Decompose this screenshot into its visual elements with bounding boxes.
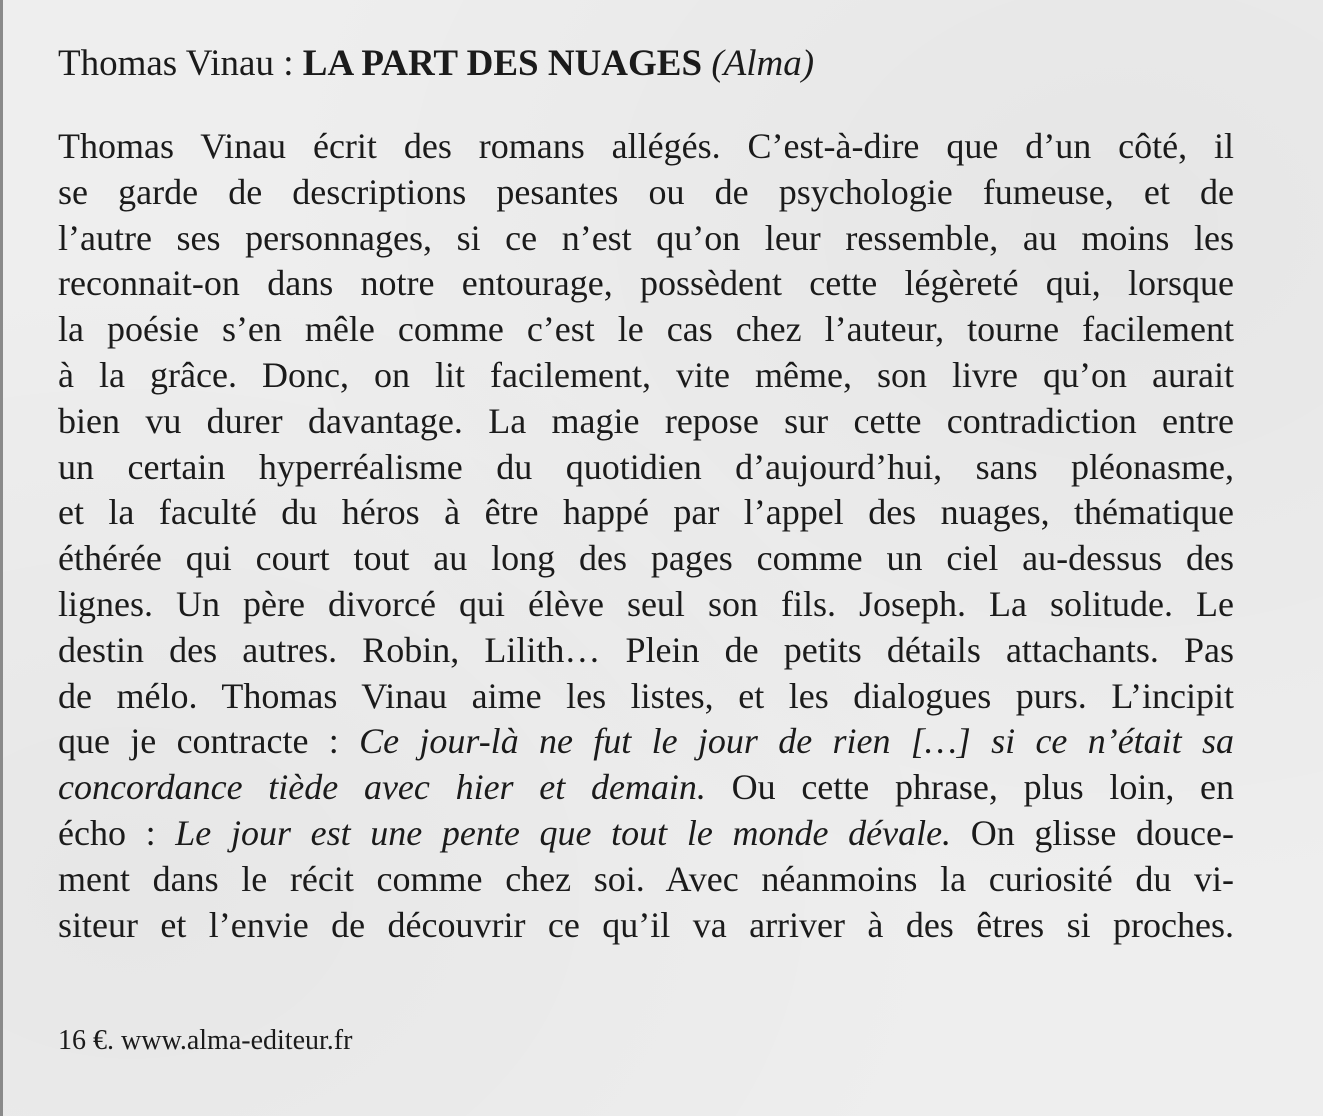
review-body bbox=[58, 124, 1234, 948]
text-line: se garde de descriptions pesantes ou de psychologie fumeuse, et de bbox=[58, 171, 1234, 212]
text-line-with-quote bbox=[58, 765, 1234, 811]
text-line: lignes. Un père divorcé qui élève seul son fils. Joseph. La solitude. Le bbox=[58, 583, 1234, 624]
page-edge bbox=[0, 0, 3, 1116]
text-line: de mélo. Thomas Vinau aime les listes, et les dialogues purs. L’incipit bbox=[58, 675, 1234, 716]
publisher-name: (Alma) bbox=[711, 43, 815, 84]
text-line: bien vu durer davantage. La magie repose sur cette contradiction entre bbox=[58, 400, 1234, 441]
text-line: destin des autres. Robin, Lilith… Plein de petits détails attachants. Pas bbox=[58, 629, 1234, 670]
text-line: Thomas Vinau écrit des romans allégés. C’est-à-dire que d’un côté, il bbox=[58, 126, 1234, 166]
text-line-with-quote bbox=[58, 719, 1234, 765]
book-title: LA PART DES NUAGES bbox=[302, 43, 703, 84]
text-line: reconnait-on dans notre entourage, possèdent cette légèreté qui, lorsque bbox=[58, 263, 1234, 304]
text-line: éthérée qui court tout au long des pages comme un ciel au-dessus des bbox=[58, 538, 1234, 579]
text-segment: écho : bbox=[58, 812, 176, 853]
price-and-website: 16 €. www.alma-editeur.fr bbox=[58, 1025, 353, 1056]
text-line: siteur et l’envie de découvrir ce qu’il va arriver à des êtres si proches. bbox=[58, 904, 1234, 945]
text-line: un certain hyperréalisme du quotidien d’aujourd’hui, sans pléonasme, bbox=[58, 446, 1234, 487]
text-line: l’autre ses personnages, si ce n’est qu’on leur ressemble, au moins les bbox=[58, 217, 1234, 258]
text-line: la poésie s’en mêle comme c’est le cas chez l’auteur, tourne facilement bbox=[58, 309, 1234, 350]
text-line-with-quote bbox=[58, 811, 1234, 857]
quote-italic: Ce jour-là ne fut le jour de rien […] si ce n’était sa bbox=[359, 721, 1234, 762]
text-line: à la grâce. Donc, on lit facilement, vite même, son livre qu’on aurait bbox=[58, 354, 1234, 395]
author-name: Thomas Vinau : bbox=[58, 43, 294, 84]
text-segment: que je contracte : bbox=[58, 721, 360, 762]
text-segment: Ou cette phrase, plus loin, en bbox=[705, 767, 1234, 808]
text-line: ment dans le récit comme chez soi. Avec néanmoins la curiosité du vi- bbox=[58, 858, 1234, 899]
quote-italic: Le jour est une pente que tout le monde dévale. bbox=[175, 812, 952, 853]
quote-italic: concordance tiède avec hier et demain. bbox=[58, 767, 706, 808]
text-segment: On glisse douce- bbox=[951, 812, 1234, 853]
text-line: et la faculté du héros à être happé par l’appel des nuages, thématique bbox=[58, 492, 1234, 533]
review-heading bbox=[58, 38, 814, 90]
